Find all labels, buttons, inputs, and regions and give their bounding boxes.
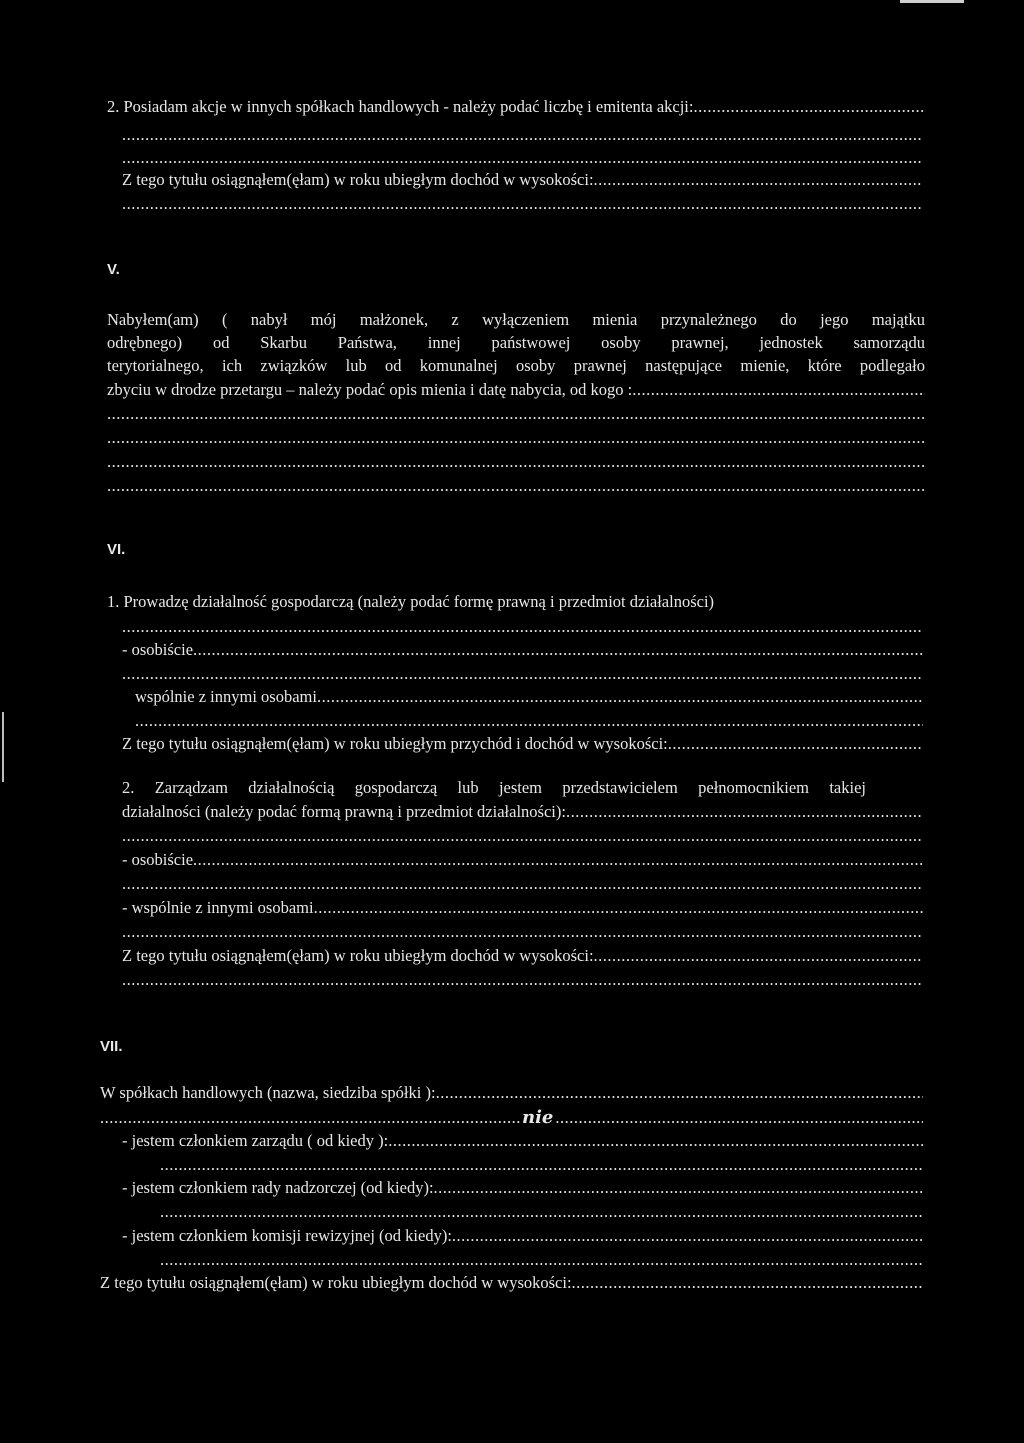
section-vi-heading: VI.: [107, 541, 126, 558]
companies-question-label: W spółkach handlowych (nazwa, siedziba spółki ):: [100, 1083, 436, 1102]
shares-income-line: [122, 170, 923, 190]
business-income-line: [122, 734, 923, 754]
board-member-line: [122, 1131, 923, 1151]
answer-dotted-line: [122, 125, 923, 145]
handwritten-answer: nie: [522, 1107, 554, 1128]
business-income-label: Z tego tytułu osiągnąłem(ęłam) w roku ubiegłym przychód i dochód w wysokości:: [122, 734, 668, 753]
answer-dotted-line: [122, 826, 923, 846]
management-question-label: działalności (należy podać formą prawną i przedmiot działalności):: [122, 802, 566, 821]
answer-dotted-line: [122, 664, 923, 684]
management-question-line: 2. Zarządzam działalnością gospodarczą lub jestem przedstawicielem pełnomocnikiem takiej: [122, 778, 866, 797]
companies-income-line: [100, 1273, 923, 1293]
section-v-heading: V.: [107, 261, 120, 278]
business-activity-question: 1. Prowadzę działalność gospodarczą (należy podać formę prawną i przedmiot działalności): [107, 592, 715, 611]
answer-dotted-line: [107, 404, 925, 424]
answer-dotted-line: [122, 194, 923, 214]
shares-question: [107, 97, 923, 117]
scan-edge-mark: [900, 0, 964, 3]
business-jointly-label: wspólnie z innymi osobami: [135, 687, 317, 706]
business-personal-label: - osobiście: [122, 640, 194, 659]
section-vii-heading: VII.: [100, 1038, 123, 1055]
answer-dotted-line: [122, 617, 923, 637]
answer-dotted-line: [107, 452, 925, 472]
scan-edge-mark: [2, 712, 4, 782]
management-personal-line: [122, 850, 923, 870]
section-v-paragraph-line: [107, 380, 925, 400]
management-question-line: [122, 802, 923, 822]
companies-income-label: Z tego tytułu osiągnąłem(ęłam) w roku ubiegłym dochód w wysokości:: [100, 1273, 572, 1292]
companies-answer-line: [100, 1108, 923, 1128]
answer-dotted-line: [135, 711, 923, 731]
business-personal-line: [122, 640, 923, 660]
answer-dotted-line: [160, 1250, 923, 1270]
answer-dotted-line: [107, 428, 925, 448]
companies-question: [100, 1083, 923, 1103]
supervisory-member-line: [122, 1178, 923, 1198]
answer-dotted-line: [122, 874, 923, 894]
answer-dotted-line: [160, 1155, 923, 1175]
answer-dotted-line: [160, 1202, 923, 1222]
acquisition-question-label: zbyciu w drodze przetargu – należy podać opis mienia i datę nabycia, od kogo :: [107, 380, 633, 399]
management-jointly-line: [122, 898, 923, 918]
shares-income-label: Z tego tytułu osiągnąłem(ęłam) w roku ubiegłym dochód w wysokości:: [122, 170, 594, 189]
answer-dotted-line: [122, 970, 923, 990]
audit-member-line: [122, 1226, 923, 1246]
business-jointly-line: [135, 687, 923, 707]
answer-dotted-line: [122, 922, 923, 942]
management-income-label: Z tego tytułu osiągnąłem(ęłam) w roku ubiegłym dochód w wysokości:: [122, 946, 594, 965]
supervisory-member-label: - jestem członkiem rady nadzorczej (od kiedy):: [122, 1178, 434, 1197]
management-income-line: [122, 946, 923, 966]
management-jointly-label: - wspólnie z innymi osobami: [122, 898, 314, 917]
section-v-paragraph-line: odrębnego) od Skarbu Państwa, innej państwowej osoby prawnej, jednostek samorządu: [107, 333, 925, 352]
shares-question-label: 2. Posiadam akcje w innych spółkach handlowych - należy podać liczbę i emitenta akcji:: [107, 97, 694, 116]
answer-dotted-line: [107, 476, 925, 496]
section-v-paragraph-line: Nabyłem(am) ( nabył mój małżonek, z wyłączeniem mienia przynależnego do jego majątku: [107, 310, 925, 329]
answer-dotted-line: [122, 148, 923, 168]
audit-member-label: - jestem członkiem komisji rewizyjnej (od kiedy):: [122, 1226, 452, 1245]
management-personal-label: - osobiście: [122, 850, 194, 869]
board-member-label: - jestem członkiem zarządu ( od kiedy ):: [122, 1131, 389, 1150]
section-v-paragraph-line: terytorialnego, ich związków lub od komunalnej osoby prawnej następujące mienie, które podlegało: [107, 356, 925, 375]
